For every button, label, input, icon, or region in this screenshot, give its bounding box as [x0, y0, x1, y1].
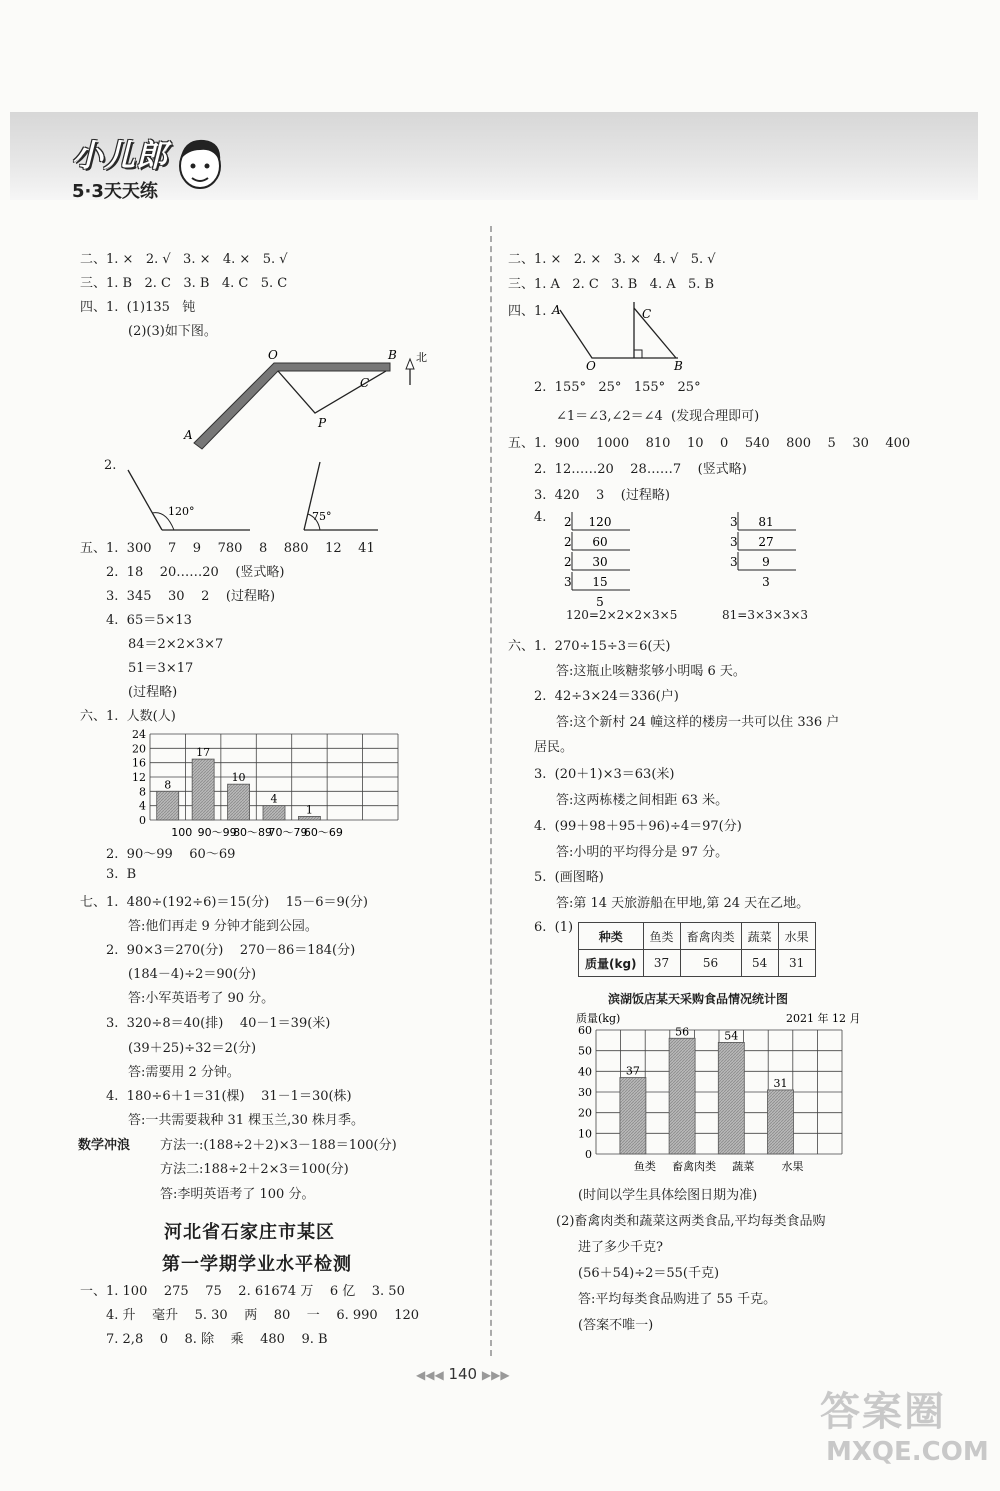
answer-line: 二、1. × 2. √ 3. × 4. × 5. √ [80, 252, 288, 267]
table-header: 畜禽肉类 [680, 923, 741, 950]
section-title-1: 河北省石家庄市某区 [164, 1222, 335, 1243]
answer-line: 答:平均每类食品购进了 55 千克。 [578, 1292, 777, 1307]
y-tick-label: 24 [132, 728, 146, 741]
answer-line: (184－4)÷2＝90(分) [128, 967, 257, 982]
answer-line: 2. 90×3＝270(分) 270－86＝184(分) [106, 943, 356, 958]
factorization-120 [556, 510, 646, 610]
answer-line: 一、1. 100 275 75 2. 61674 万 6 亿 3. 50 [80, 1284, 405, 1299]
data-label: 56 [675, 1025, 690, 1039]
x-tick-label: 70～79 [268, 826, 308, 838]
table-row [579, 923, 816, 950]
answer-line: 方法一:(188÷2＋2)×3－188＝100(分) [160, 1138, 397, 1153]
watermark-url: MXQE.COM [826, 1437, 989, 1467]
north-label: 北 [416, 351, 427, 364]
y-tick-label: 60 [578, 1024, 592, 1037]
bar [263, 806, 285, 820]
factor-value: 60 [592, 535, 608, 549]
table-cell: 31 [778, 950, 815, 977]
answer-line: (39＋25)÷32＝2(分) [128, 1041, 257, 1056]
data-label: 10 [231, 771, 246, 785]
factor-value: 5 [596, 595, 604, 609]
label-B: B [674, 359, 683, 370]
data-label: 54 [724, 1029, 739, 1043]
answer-line: 4. 180÷6＋1＝31(棵) 31－1＝30(株) [106, 1089, 352, 1104]
answer-line: 二、1. × 2. × 3. × 4. √ 5. √ [508, 252, 716, 267]
answer-line: (2)畜禽肉类和蔬菜这两类食品,平均每类食品购 [556, 1214, 826, 1229]
chart-date: 2021 年 12 月 [786, 1012, 861, 1025]
answer-line: 4. (99＋98＋95＋96)÷4＝97(分) [534, 819, 742, 834]
page-number-bar [416, 1365, 510, 1383]
answer-line: 方法二:188÷2＋2×3＝100(分) [160, 1162, 349, 1177]
answer-line: 答:小军英语考了 90 分。 [128, 991, 275, 1006]
answer-line: 六、1. 270÷15÷3＝6(天) [508, 639, 671, 654]
answer-line: 2. 42÷3×24＝336(户) [534, 689, 679, 704]
answer-line: 答:需要用 2 分钟。 [128, 1065, 240, 1080]
next-arrows-icon: ▶▶▶ [481, 1368, 510, 1382]
table-header: 水果 [778, 923, 815, 950]
table-header: 种类 [579, 923, 644, 950]
bar [768, 1090, 794, 1154]
geometry-figure-1 [180, 345, 430, 450]
answer-line: 三、1. A 2. C 3. B 4. A 5. B [508, 277, 715, 292]
answer-line: (答案不唯一) [578, 1318, 654, 1333]
y-tick-label: 4 [139, 799, 146, 813]
factor-value: 120 [588, 515, 612, 529]
factor-divisor: 2 [564, 555, 572, 569]
label-P: P [318, 416, 327, 430]
mascot-face-icon [174, 134, 226, 194]
bar [669, 1038, 695, 1154]
angle-120-label: 120° [168, 505, 195, 518]
column-divider [490, 226, 492, 1356]
label-O: O [268, 348, 278, 362]
bar [192, 759, 214, 820]
y-axis-title: 质量(kg) [576, 1012, 621, 1025]
geometry-figure-2 [550, 300, 700, 370]
answer-line: 2. 90～99 60～69 [106, 847, 236, 862]
answer-line: 四、1. (1)135 钝 [80, 300, 196, 315]
answer-line: (56＋54)÷2＝55(千克) [578, 1266, 720, 1281]
chart-title: 滨湖饭店某天采购食品情况统计图 [608, 992, 789, 1006]
factor-divisor: 2 [564, 535, 572, 549]
label-A: A [184, 428, 193, 442]
x-tick-label: 畜禽肉类 [672, 1160, 717, 1173]
answer-line: 答:小明的平均得分是 97 分。 [556, 845, 729, 860]
logo-sub-text: 5·3天天练 [72, 181, 158, 202]
table-header: 蔬菜 [741, 923, 778, 950]
data-label: 4 [270, 792, 278, 806]
page-number: 140 [448, 1365, 478, 1383]
answer-line: (时间以学生具体绘图日期为准) [578, 1188, 758, 1203]
y-tick-label: 20 [132, 742, 146, 756]
y-tick-label: 16 [132, 756, 146, 770]
answer-line: 7. 2,8 0 8. 除 乘 480 9. B [106, 1332, 328, 1347]
food-table [578, 922, 816, 977]
answer-line: 3. 320÷8＝40(排) 40－1＝39(米) [106, 1016, 331, 1031]
angle-figures [120, 460, 390, 535]
y-tick-label: 8 [139, 785, 146, 799]
section-title-2: 第一学期学业水平检测 [162, 1254, 352, 1275]
factor-divisor: 3 [564, 575, 572, 589]
y-tick-label: 40 [578, 1065, 592, 1079]
data-label: 37 [625, 1064, 640, 1078]
answer-line: 4. [534, 510, 547, 525]
table-row-label: 质量(kg) [579, 950, 644, 977]
answer-line: 4. 升 毫升 5. 30 两 80 一 6. 990 120 [106, 1308, 420, 1323]
y-tick-label: 20 [578, 1106, 592, 1120]
bar [620, 1078, 646, 1154]
brand-logo [72, 130, 168, 203]
answer-line: 81=3×3×3×3 [722, 608, 809, 622]
label-O: O [586, 359, 596, 370]
prev-arrows-icon: ◀◀◀ [416, 1368, 444, 1382]
answer-line: 答:这瓶止咳糖浆够小明喝 6 天。 [556, 664, 746, 679]
x-tick-label: 100 [171, 826, 193, 838]
bar [298, 816, 320, 820]
factor-value: 9 [762, 555, 770, 569]
math-surf-label: 数学冲浪 [78, 1138, 131, 1153]
factor-divisor: 2 [564, 515, 572, 529]
x-tick-label: 80～89 [233, 826, 273, 838]
x-tick-label: 水果 [781, 1160, 804, 1173]
answer-line: 答:这两栋楼之间相距 63 米。 [556, 793, 729, 808]
answer-line: 3. 420 3 (过程略) [534, 488, 670, 503]
label-A: A [552, 303, 561, 317]
answer-line: 2. 12……20 28……7 (竖式略) [534, 462, 747, 477]
table-row [579, 950, 816, 977]
y-tick-label: 50 [578, 1044, 592, 1058]
answer-line: 5. (画图略) [534, 870, 604, 885]
data-label: 17 [196, 746, 211, 760]
answer-line: 2. 18 20……20 (竖式略) [106, 565, 285, 580]
answer-line: 84＝2×2×3×7 [128, 637, 224, 652]
y-tick-label: 0 [585, 1148, 592, 1161]
answer-line: 2. 155° 25° 155° 25° [534, 380, 701, 395]
answer-line: 3. (20＋1)×3＝63(米) [534, 767, 675, 782]
food-bar-chart [556, 1008, 866, 1178]
answer-line: 51＝3×17 [128, 661, 194, 676]
factor-value: 27 [758, 535, 774, 549]
answer-line: (过程略) [128, 685, 178, 700]
answer-line: 3. 345 30 2 (过程略) [106, 589, 276, 604]
watermark [820, 1380, 989, 1467]
answer-line: 七、1. 480÷(192÷6)＝15(分) 15－6＝9(分) [80, 895, 368, 910]
factor-value: 81 [758, 515, 774, 529]
answer-line: 进了多少千克? [578, 1240, 663, 1255]
answer-line: 答:他们再走 9 分钟才能到公园。 [128, 919, 318, 934]
answer-line: ∠1＝∠3,∠2＝∠4 (发现合理即可) [556, 409, 760, 424]
x-tick-label: 蔬菜 [732, 1160, 755, 1173]
answer-line: 3. B [106, 867, 137, 882]
factor-value: 30 [592, 555, 608, 569]
table-cell: 56 [680, 950, 741, 977]
answer-line: 答:李明英语考了 100 分。 [160, 1187, 315, 1202]
angle-75-label: 75° [312, 510, 332, 523]
answer-line: 六、1. 人数(人) [80, 709, 176, 724]
y-tick-label: 0 [139, 814, 146, 827]
answer-line: 答:第 14 天旅游船在甲地,第 24 天在乙地。 [556, 896, 810, 911]
answer-line: 120=2×2×2×3×5 [566, 608, 678, 622]
label-C: C [360, 376, 370, 390]
answer-line: 4. 65＝5×13 [106, 613, 192, 628]
answer-line: (2)(3)如下图。 [128, 324, 217, 339]
watermark-title: 答案圈 [820, 1389, 946, 1435]
answer-line: 三、1. B 2. C 3. B 4. C 5. C [80, 276, 288, 291]
answer-line: 2. [104, 458, 117, 473]
data-label: 1 [305, 803, 313, 817]
bar [228, 784, 250, 820]
label-B: B [388, 348, 397, 362]
factor-divisor: 3 [730, 555, 738, 569]
bar [718, 1042, 744, 1154]
factor-value: 3 [762, 575, 770, 589]
label-C: C [642, 307, 652, 321]
table-cell: 37 [643, 950, 680, 977]
bar [157, 791, 179, 820]
factor-value: 15 [592, 575, 608, 589]
x-tick-label: 90～99 [197, 826, 237, 838]
score-bar-chart [110, 726, 410, 838]
answer-line: 五、1. 300 7 9 780 8 880 12 41 [80, 541, 375, 556]
factor-divisor: 3 [730, 515, 738, 529]
y-tick-label: 10 [578, 1127, 592, 1141]
y-tick-label: 12 [132, 771, 146, 784]
answer-line: 五、1. 900 1000 810 10 0 540 800 5 30 400 [508, 436, 911, 451]
x-tick-label: 60～69 [303, 826, 343, 838]
x-tick-label: 鱼类 [633, 1160, 656, 1173]
data-label: 8 [164, 778, 172, 792]
data-label: 31 [773, 1076, 788, 1090]
answer-line: 四、1. [508, 304, 547, 319]
answer-line: 居民。 [534, 740, 574, 755]
answer-line: 答:这个新村 24 幢这样的楼房一共可以住 336 户 [556, 715, 840, 730]
logo-main-text: 小儿郎 [72, 138, 168, 174]
answer-line: 6. (1) [534, 920, 574, 935]
table-header: 鱼类 [643, 923, 680, 950]
table-cell: 54 [741, 950, 778, 977]
y-tick-label: 30 [578, 1086, 592, 1099]
factorization-81 [722, 510, 802, 590]
answer-line: 答:一共需要栽种 31 棵玉兰,30 株月季。 [128, 1113, 364, 1128]
factor-divisor: 3 [730, 535, 738, 549]
